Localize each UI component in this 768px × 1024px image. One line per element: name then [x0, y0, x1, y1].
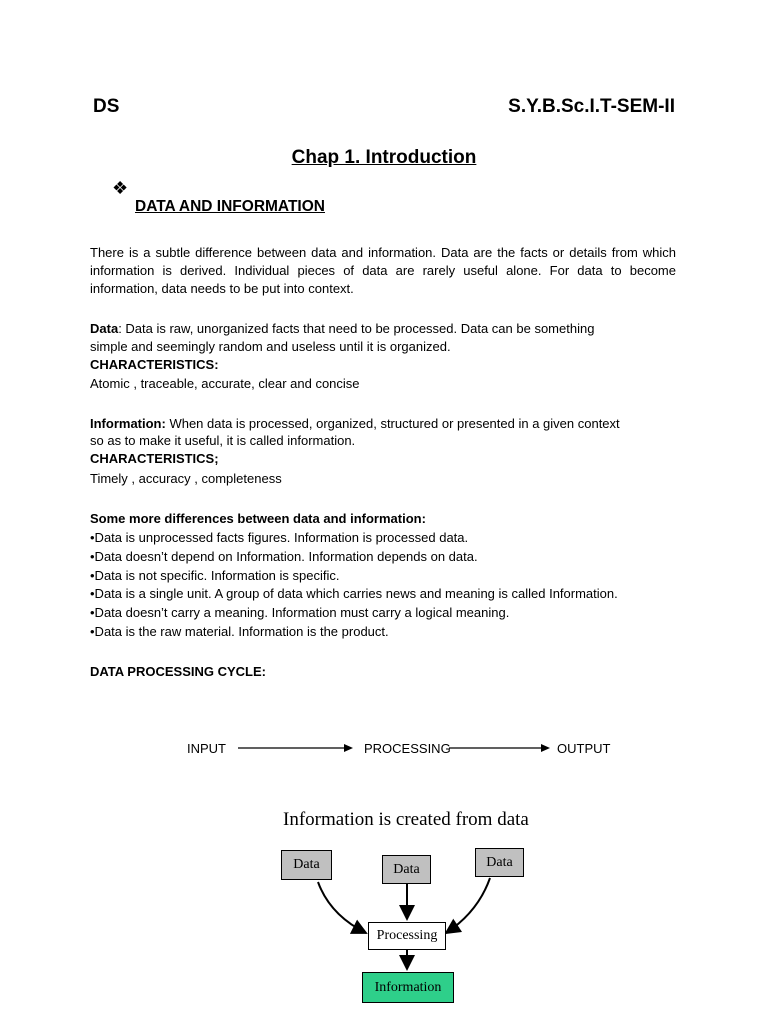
data-definition-line-1: Data: Data is raw, unorganized facts that need to be processed. Data can be something — [90, 321, 595, 336]
difference-item: •Data is the raw material. Information is the product. — [90, 624, 389, 639]
figure-title: Information is created from data — [283, 809, 529, 830]
intro-paragraph: There is a subtle difference between data and information. Data are the facts or details from which information is derived. Individual pieces of data are rarely useful alone. For data to become information, data needs to be put into context. — [90, 245, 676, 296]
header-subject: DS — [93, 96, 120, 117]
data-definition-line-2: simple and seemingly random and useless until it is organized. — [90, 339, 451, 354]
differences-heading: Some more differences between data and information: — [90, 511, 426, 526]
cycle-input: INPUT — [187, 741, 226, 756]
data-box-center: Data — [382, 855, 431, 884]
info-characteristics-heading: CHARACTERISTICS; — [90, 451, 219, 466]
cycle-heading: DATA PROCESSING CYCLE: — [90, 664, 266, 679]
connector-arrow — [318, 882, 366, 933]
info-definition-line-1: Information: When data is processed, organized, structured or presented in a given context — [90, 416, 620, 431]
difference-item: •Data is a single unit. A group of data which carries news and meaning is called Information. — [90, 586, 618, 601]
diamond-bullet-icon: ❖ — [112, 178, 129, 198]
data-box-left: Data — [281, 850, 332, 880]
data-characteristics-heading: CHARACTERISTICS: — [90, 357, 219, 372]
difference-item: •Data doesn’t depend on Information. Information depends on data. — [90, 549, 478, 564]
info-definition-line-2: so as to make it useful, it is called information. — [90, 433, 356, 448]
processing-box: Processing — [368, 922, 446, 950]
data-characteristics: Atomic , traceable, accurate, clear and concise — [90, 376, 360, 391]
information-box: Information — [362, 972, 454, 1003]
cycle-processing: PROCESSING — [364, 741, 451, 756]
data-box-right: Data — [475, 848, 524, 877]
chapter-title: Chap 1. Introduction — [291, 147, 477, 168]
connector-arrow — [446, 878, 490, 933]
difference-item: •Data is unprocessed facts figures. Information is processed data. — [90, 530, 469, 545]
difference-item: •Data is not specific. Information is specific. — [90, 568, 340, 583]
cycle-output: OUTPUT — [557, 741, 611, 756]
difference-item: •Data doesn’t carry a meaning. Information must carry a logical meaning. — [90, 605, 510, 620]
header-course: S.Y.B.Sc.I.T-SEM-II — [508, 96, 675, 117]
info-characteristics: Timely , accuracy , completeness — [90, 471, 282, 486]
section-title: DATA AND INFORMATION — [135, 198, 325, 215]
